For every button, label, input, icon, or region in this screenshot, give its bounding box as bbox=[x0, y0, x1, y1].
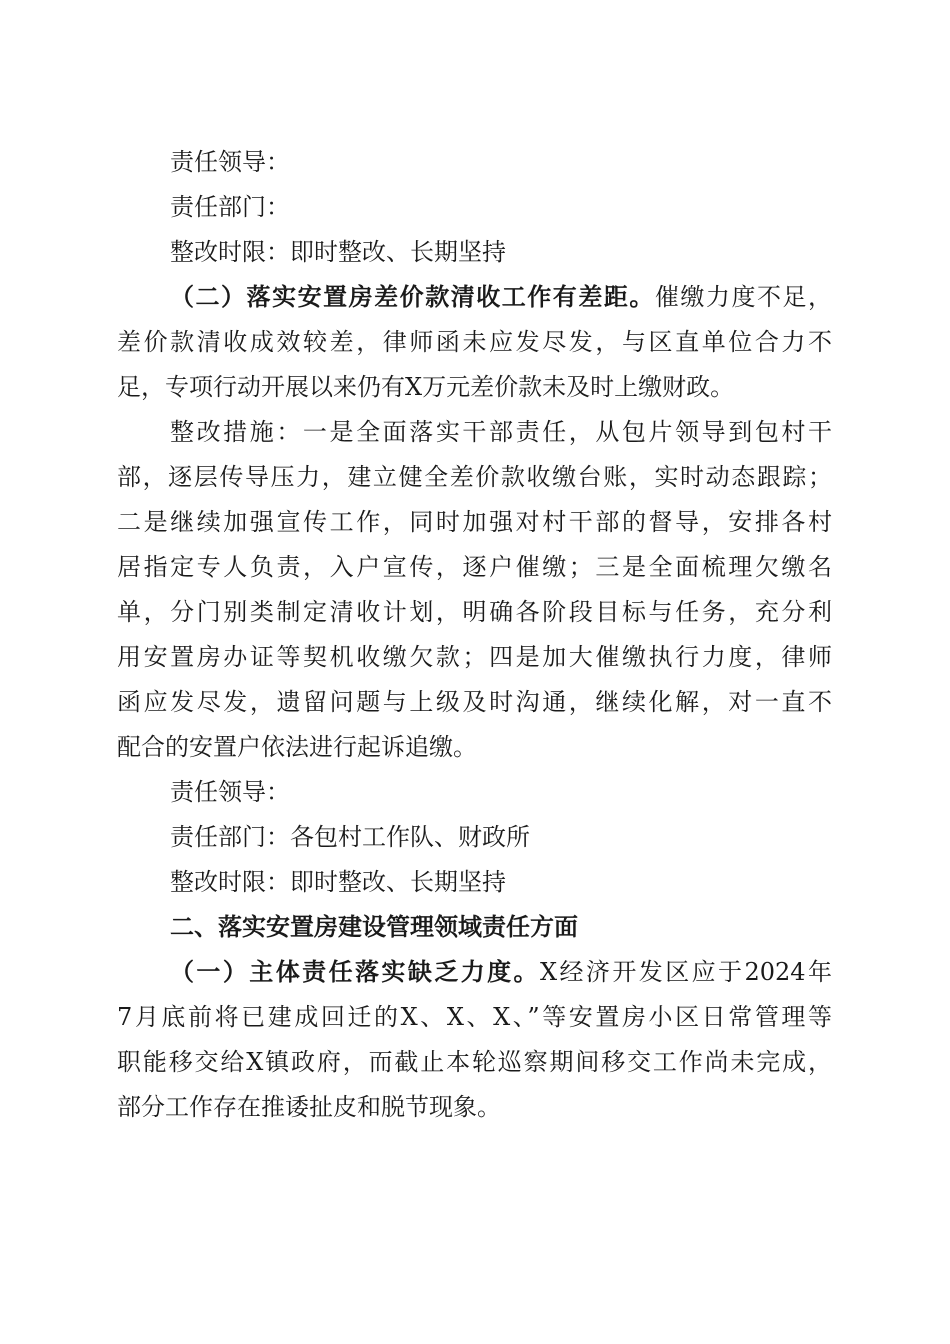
measures-line: 单，分门别类制定清收计划，明确各阶段目标与任务，充分利 bbox=[117, 598, 832, 626]
responsible-leader-2: 责任领导： bbox=[170, 778, 290, 806]
measures-line: 部，逐层传导压力，建立健全差价款收缴台账，实时动态跟踪； bbox=[117, 463, 832, 491]
measures-line: 函应发尽发，遗留问题与上级及时沟通，继续化解，对一直不 bbox=[117, 688, 832, 716]
measures-line: 配合的安置户依法进行起诉追缴。 bbox=[117, 733, 477, 761]
section-2-heading: 二、落实安置房建设管理领域责任方面 bbox=[170, 913, 578, 941]
issue-2-line: 足，专项行动开展以来仍有X万元差价款未及时上缴财政。 bbox=[117, 373, 735, 401]
issue-1-line: 部分工作存在推诿扯皮和脱节现象。 bbox=[117, 1093, 501, 1121]
responsible-department-1: 责任部门： bbox=[170, 193, 290, 221]
issue-1-first-line bbox=[117, 950, 832, 995]
measures-line: 用安置房办证等契机收缴欠款；四是加大催缴执行力度，律师 bbox=[117, 643, 832, 671]
issue-1-heading: （一）主体责任落实缺乏力度。 bbox=[170, 958, 540, 986]
rectification-deadline-2: 整改时限：即时整改、长期坚持 bbox=[170, 868, 506, 896]
responsible-leader-1: 责任领导： bbox=[170, 148, 290, 176]
issue-2-line: 差价款清收成效较差，律师函未应发尽发，与区直单位合力不 bbox=[117, 328, 832, 356]
issue-2-first-line bbox=[117, 275, 832, 320]
document-body bbox=[117, 140, 832, 1130]
issue-1-line: 7月底前将已建成回迁的X、X、X、”等安置房小区日常管理等 bbox=[117, 1003, 832, 1031]
issue-2-text-start: 催缴力度不足， bbox=[654, 283, 832, 311]
measures-line: 整改措施：一是全面落实干部责任，从包片领导到包村干 bbox=[170, 418, 832, 446]
responsible-department-2: 责任部门：各包村工作队、财政所 bbox=[170, 823, 530, 851]
issue-1-line: 职能移交给X镇政府，而截止本轮巡察期间移交工作尚未完成， bbox=[117, 1048, 832, 1076]
rectification-deadline-1: 整改时限：即时整改、长期坚持 bbox=[170, 238, 506, 266]
measures-line: 居指定专人负责，入户宣传，逐户催缴；三是全面梳理欠缴名 bbox=[117, 553, 832, 581]
issue-1-text-start: X经济开发区应于2024年 bbox=[539, 958, 832, 986]
measures-line: 二是继续加强宣传工作，同时加强对村干部的督导，安排各村 bbox=[117, 508, 832, 536]
issue-2-heading: （二）落实安置房差价款清收工作有差距。 bbox=[170, 283, 655, 311]
